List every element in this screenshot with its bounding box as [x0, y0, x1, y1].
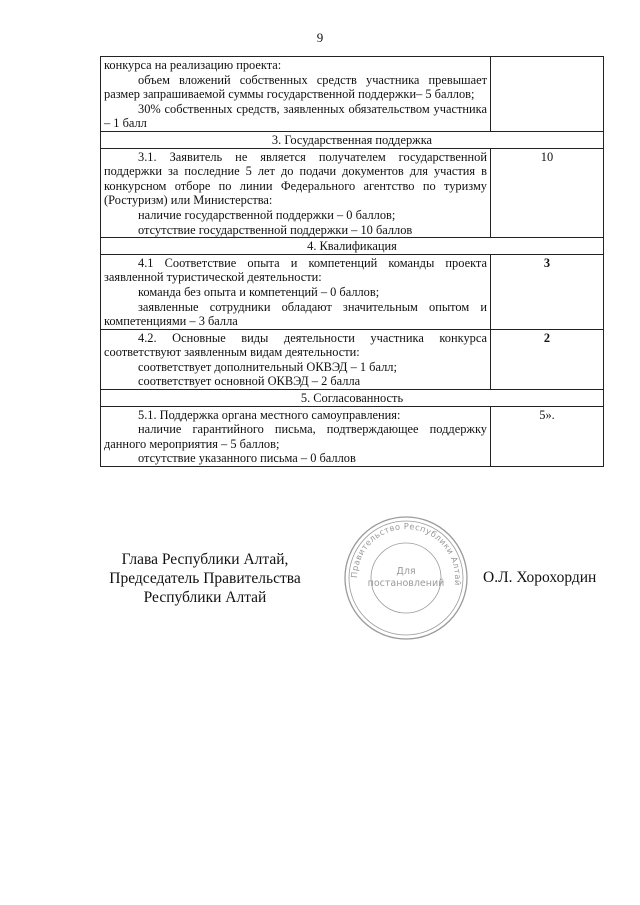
criterion-text-line: 5.1. Поддержка органа местного самоуправления:	[138, 407, 401, 422]
criterion-description	[101, 329, 491, 389]
signature-title-line: Республики Алтай	[143, 589, 267, 606]
signature-title-line: Глава Республики Алтай,	[121, 551, 289, 568]
criteria-table	[100, 56, 604, 467]
criterion-row	[101, 329, 604, 389]
stamp-center-line: Для	[396, 566, 416, 577]
criterion-text-line: заявленные сотрудники обладают значительным опытом и компетенциями – 3 балла	[104, 299, 487, 329]
section-title: 5. Согласованность	[101, 390, 604, 407]
criterion-description	[101, 148, 491, 238]
criterion-text-line: объем вложений собственных средств участника превышает размер запрашиваемой суммы государственной поддержки– 5 баллов;	[104, 72, 487, 102]
criterion-text-line: соответствует основной ОКВЭД – 2 балла	[138, 374, 361, 389]
criterion-description	[101, 254, 491, 329]
criterion-text-line: наличие государственной поддержки – 0 баллов;	[138, 207, 396, 222]
criterion-row	[101, 148, 604, 238]
criterion-text-line: 4.1 Соответствие опыта и компетенций команды проекта заявленной туристической деятельности:	[104, 255, 487, 285]
criterion-text-line: 3.1. Заявитель не является получателем государственной поддержки за последние 5 лет до подачи документов для участия в конкурсном отборе по линии Федерального агентство по туризму (Ростуризм) или Министерства:	[104, 149, 487, 208]
criterion-text-line: отсутствие указанного письма – 0 баллов	[138, 451, 356, 466]
criterion-score: 5».	[491, 406, 604, 466]
signature-title	[100, 550, 310, 607]
stamp-ring-text: Правительство Республики Алтай	[348, 520, 464, 587]
criterion-text-line: наличие гарантийного письма, подтверждающее поддержку данного мероприятия – 5 баллов;	[104, 422, 487, 451]
criterion-text-line: отсутствие государственной поддержки – 10 баллов	[138, 222, 413, 237]
criterion-score: 3	[491, 254, 604, 329]
criterion-text-line: команда без опыта и компетенций – 0 баллов;	[138, 284, 380, 299]
criterion-row	[101, 406, 604, 466]
section-title: 3. Государственная поддержка	[101, 131, 604, 148]
page-number: 9	[316, 30, 324, 45]
criterion-text-line: 4.2. Основные виды деятельности участника конкурса соответствуют заявленным видам деятельности:	[104, 330, 487, 360]
section-header-row	[101, 131, 604, 148]
section-header-row	[101, 390, 604, 407]
criterion-score	[491, 57, 604, 132]
official-stamp	[342, 514, 470, 642]
signature-title-line: Председатель Правительства	[109, 570, 301, 587]
section-title: 4. Квалификация	[101, 238, 604, 255]
section-header-row	[101, 238, 604, 255]
criterion-score: 10	[491, 148, 604, 238]
stamp-center-line: постановлений	[367, 578, 445, 589]
criterion-row	[101, 254, 604, 329]
criterion-description	[101, 57, 491, 132]
criterion-row	[101, 57, 604, 132]
signatory-name: О.Л. Хорохордин	[483, 569, 597, 586]
criterion-text-line: конкурса на реализацию проекта:	[104, 58, 282, 72]
criterion-score: 2	[491, 329, 604, 389]
criterion-text-line: соответствует дополнительный ОКВЭД – 1 балл;	[138, 359, 397, 374]
criterion-text-line: 30% собственных средств, заявленных обязательством участника – 1 балл	[104, 101, 487, 131]
criterion-description	[101, 406, 491, 466]
